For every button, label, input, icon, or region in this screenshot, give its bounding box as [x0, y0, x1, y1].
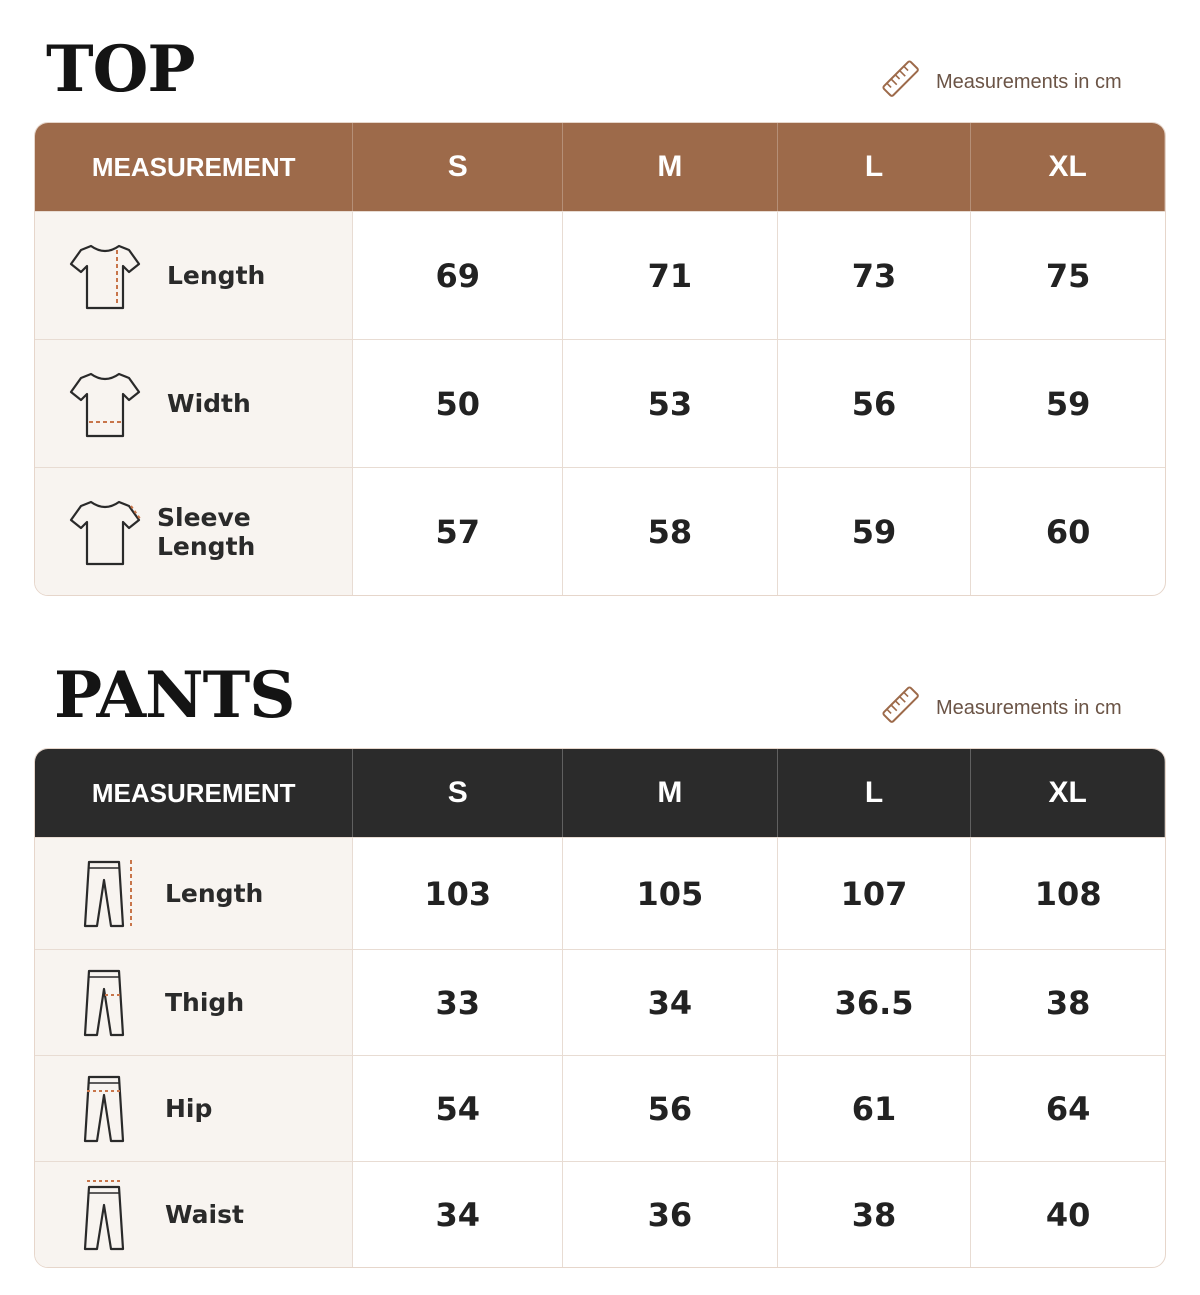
- tshirt-sleeve-icon: [67, 494, 143, 570]
- value-cell: [353, 1056, 563, 1161]
- row-label: Waist: [165, 1200, 244, 1229]
- value-cell: [353, 1162, 563, 1267]
- pants-waist-icon: [67, 1177, 143, 1253]
- pants-size-table: [34, 748, 1166, 1268]
- value: 103: [424, 874, 492, 913]
- table-row: [35, 1055, 1165, 1161]
- value: 108: [1034, 874, 1102, 913]
- value-cell: [778, 212, 972, 339]
- row-label-cell: [35, 468, 353, 595]
- value-cell: [778, 838, 972, 949]
- value-cell: [971, 468, 1165, 595]
- header-size-xl: XL: [971, 749, 1165, 837]
- value-cell: [563, 950, 778, 1055]
- value: 40: [1045, 1195, 1091, 1234]
- table-row: [35, 949, 1165, 1055]
- value-cell: [971, 340, 1165, 467]
- value: 71: [647, 256, 693, 295]
- table-row: [35, 211, 1165, 339]
- top-units-note: [880, 58, 1122, 100]
- value-cell: [778, 340, 972, 467]
- value-cell: [778, 1162, 972, 1267]
- pants-hip-icon: [67, 1071, 143, 1147]
- row-label-cell: [35, 1162, 353, 1267]
- value: 53: [647, 384, 693, 423]
- value: 50: [435, 384, 481, 423]
- header-size-m: M: [563, 123, 778, 211]
- value: 58: [647, 512, 693, 551]
- value-cell: [353, 212, 563, 339]
- value-cell: [563, 212, 778, 339]
- value-cell: [971, 1162, 1165, 1267]
- value: 38: [851, 1195, 897, 1234]
- value: 59: [851, 512, 897, 551]
- row-label: Hip: [165, 1094, 213, 1123]
- row-label-cell: [35, 212, 353, 339]
- value-cell: [971, 212, 1165, 339]
- row-label: Width: [167, 389, 251, 418]
- row-label-cell: [35, 340, 353, 467]
- value: 56: [851, 384, 897, 423]
- value: 33: [435, 983, 481, 1022]
- value: 60: [1045, 512, 1091, 551]
- value-cell: [353, 340, 563, 467]
- value: 61: [851, 1089, 897, 1128]
- tshirt-width-icon: [67, 366, 143, 442]
- pants-thigh-icon: [67, 965, 143, 1041]
- ruler-icon: [880, 684, 922, 726]
- value-cell: [971, 838, 1165, 949]
- pants-title: PANTS: [54, 658, 295, 733]
- value: 59: [1045, 384, 1091, 423]
- row-label-cell: [35, 838, 353, 949]
- units-label: Measurements in cm: [936, 696, 1122, 719]
- pants-units-note: [880, 684, 1122, 726]
- row-label: Length: [167, 261, 266, 290]
- value: 38: [1045, 983, 1091, 1022]
- value: 56: [647, 1089, 693, 1128]
- top-size-table: [34, 122, 1166, 596]
- table-header: [35, 123, 1165, 211]
- value-cell: [563, 1162, 778, 1267]
- pants-length-icon: [67, 856, 143, 932]
- row-label-cell: [35, 950, 353, 1055]
- top-title: TOP: [46, 32, 195, 107]
- header-size-s: S: [353, 123, 563, 211]
- row-label: Thigh: [165, 988, 245, 1017]
- value-cell: [563, 1056, 778, 1161]
- table-row: [35, 1161, 1165, 1267]
- ruler-icon: [880, 58, 922, 100]
- value-cell: [563, 838, 778, 949]
- value-cell: [778, 1056, 972, 1161]
- table-header: [35, 749, 1165, 837]
- value-cell: [971, 950, 1165, 1055]
- value-cell: [971, 1056, 1165, 1161]
- value: 34: [435, 1195, 481, 1234]
- value-cell: [353, 950, 563, 1055]
- value: 34: [647, 983, 693, 1022]
- value: 75: [1045, 256, 1091, 295]
- row-label-cell: [35, 1056, 353, 1161]
- value: 73: [851, 256, 897, 295]
- value-cell: [778, 950, 972, 1055]
- value: 105: [636, 874, 704, 913]
- header-measurement: MEASUREMENT: [35, 749, 353, 837]
- value: 64: [1045, 1089, 1091, 1128]
- header-size-xl: XL: [971, 123, 1165, 211]
- table-row: [35, 837, 1165, 949]
- header-size-l: L: [778, 749, 972, 837]
- value-cell: [353, 838, 563, 949]
- header-measurement: MEASUREMENT: [35, 123, 353, 211]
- value: 69: [435, 256, 481, 295]
- header-size-l: L: [778, 123, 972, 211]
- value: 107: [840, 874, 908, 913]
- row-label: Sleeve Length: [157, 502, 256, 561]
- value: 57: [435, 512, 481, 551]
- value-cell: [353, 468, 563, 595]
- row-label: Length: [165, 879, 264, 908]
- table-row: [35, 339, 1165, 467]
- value-cell: [563, 340, 778, 467]
- tshirt-length-icon: [67, 238, 143, 314]
- value-cell: [563, 468, 778, 595]
- value-cell: [778, 468, 972, 595]
- value: 36: [647, 1195, 693, 1234]
- header-size-s: S: [353, 749, 563, 837]
- value: 36.5: [834, 983, 914, 1022]
- header-size-m: M: [563, 749, 778, 837]
- units-label: Measurements in cm: [936, 70, 1122, 93]
- table-row: [35, 467, 1165, 595]
- value: 54: [435, 1089, 481, 1128]
